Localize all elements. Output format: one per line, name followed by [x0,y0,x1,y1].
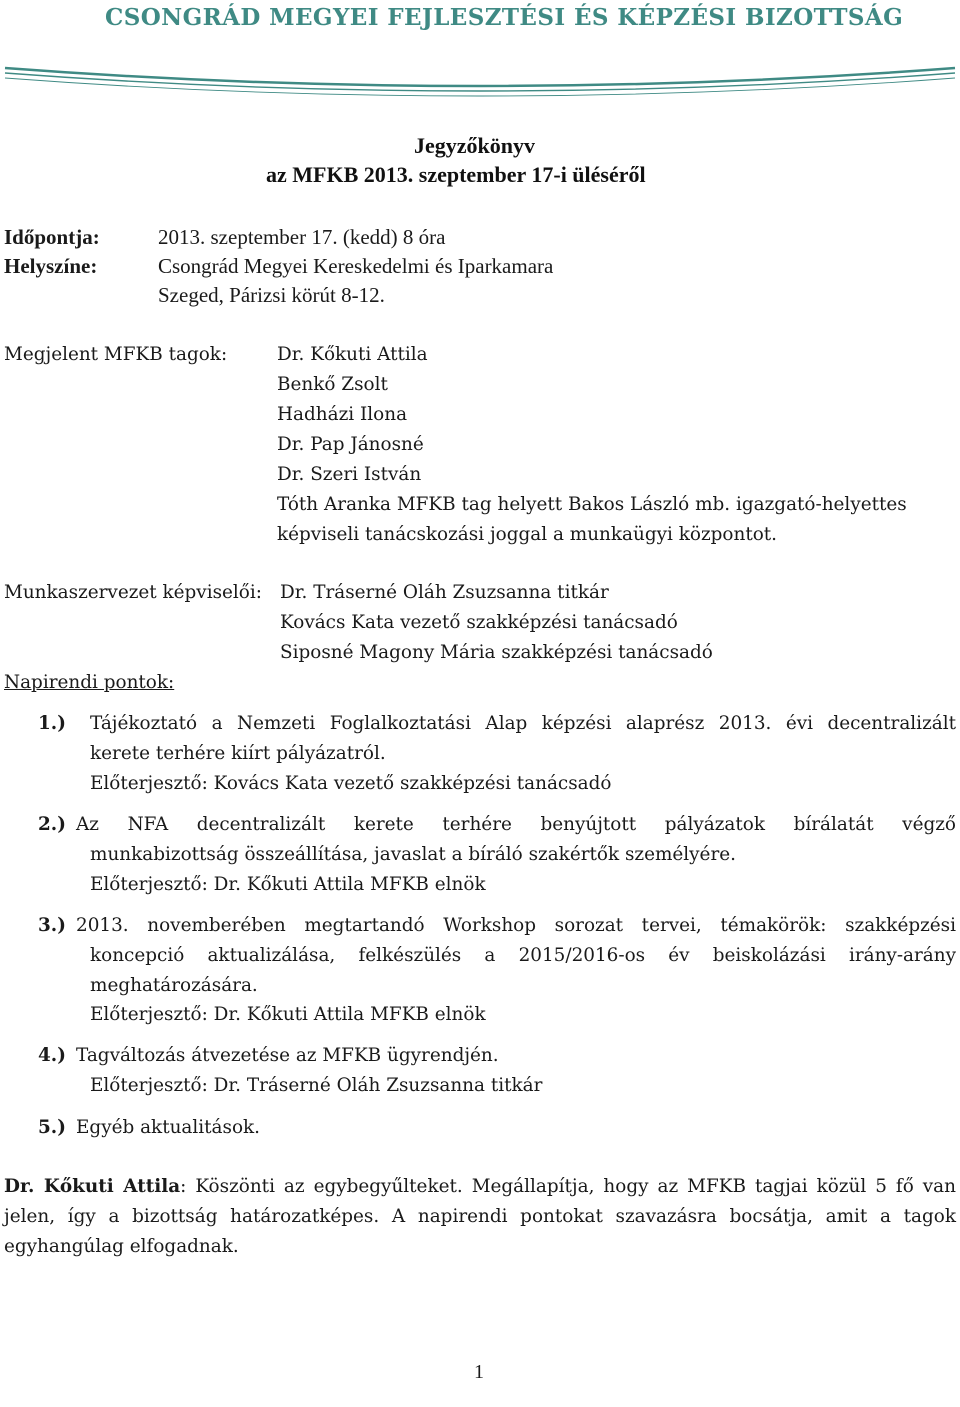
agenda-item-number: 4.) [38,1045,66,1066]
header-ornament [0,60,960,110]
organization-title: CSONGRÁD MEGYEI FEJLESZTÉSI ÉS KÉPZÉSI BIZOTTSÁG [105,4,904,31]
agenda-item-number: 1.) [38,713,66,734]
member-substitute-note: Tóth Aranka MFKB tag helyett Bakos László mb. igazgató-helyettes [277,494,907,515]
agenda-heading: Napirendi pontok: [4,672,175,693]
staff-label: Munkaszervezet képviselői: [4,582,262,603]
member-name: Dr. Pap Jánosné [277,434,424,455]
agenda-item-presenter: Előterjesztő: Dr. Tráserné Oláh Zsuzsanna titkár [90,1075,543,1096]
document-subtitle: az MFKB 2013. szeptember 17-i üléséről [266,162,646,187]
time-value: 2013. szeptember 17. (kedd) 8 óra [158,225,446,249]
staff-name: Siposné Magony Mária szakképzési tanácsadó [280,642,713,663]
members-label: Megjelent MFKB tagok: [4,344,228,365]
staff-name: Kovács Kata vezető szakképzési tanácsadó [280,612,678,633]
staff-name: Dr. Tráserné Oláh Zsuzsanna titkár [280,582,609,603]
agenda-item-text: Egyéb aktualitások. [76,1117,261,1138]
page-number: 1 [474,1361,484,1383]
speaker-colon: : [180,1176,187,1197]
closing-paragraph-line-3: egyhangúlag elfogadnak. [4,1236,239,1257]
agenda-item-text: munkabizottság összeállítása, javaslat a bíráló szakértők személyére. [90,844,736,865]
agenda-item-text: meghatározására. [90,975,258,996]
agenda-item-text: Az NFA decentralizált kerete terhére benyújtott pályázatok bírálatát végző [76,814,956,835]
speaker-name: Dr. Kőkuti Attila [4,1176,181,1197]
closing-paragraph-line-1 [4,1172,956,1202]
time-label: Időpontja: [4,225,100,249]
member-name: Benkő Zsolt [277,374,388,395]
agenda-item-presenter: Előterjesztő: Kovács Kata vezető szakképzési tanácsadó [90,773,612,794]
member-name: Hadházi Ilona [277,404,408,425]
closing-paragraph-line-2: jelen, így a bizottság határozatképes. A napirendi pontokat szavazásra bocsátja, amit a tagok [4,1206,956,1227]
agenda-item-text: Tagváltozás átvezetése az MFKB ügyrendjén. [76,1045,499,1066]
member-name: Dr. Szeri István [277,464,422,485]
agenda-item-text: kerete terhére kiírt pályázatról. [90,743,386,764]
agenda-item-presenter: Előterjesztő: Dr. Kőkuti Attila MFKB elnök [90,1004,486,1025]
place-label: Helyszíne: [4,254,98,278]
agenda-item-text: 2013. novemberében megtartandó Workshop sorozat tervei, témakörök: szakképzési [76,915,956,936]
document-title: Jegyzőkönyv [414,133,535,158]
agenda-item-text: Tájékoztató a Nemzeti Foglalkoztatási Alap képzési alaprész 2013. évi decentralizált [90,713,956,734]
agenda-item-number: 2.) [38,814,66,835]
member-substitute-note-cont: képviseli tanácskozási joggal a munkaügyi központot. [277,524,778,545]
agenda-item-number: 5.) [38,1117,66,1138]
place-value-line-1: Csongrád Megyei Kereskedelmi és Iparkamara [158,254,554,278]
agenda-item-number: 3.) [38,915,66,936]
agenda-item-text: koncepció aktualizálása, felkészülés a 2015/2016-os év beiskolázási irány-arány [90,945,956,966]
agenda-item-presenter: Előterjesztő: Dr. Kőkuti Attila MFKB elnök [90,874,486,895]
member-name: Dr. Kőkuti Attila [277,344,428,365]
closing-text: Köszönti az egybegyűlteket. Megállapítja, hogy az MFKB tagjai közül 5 fő van [195,1176,956,1197]
place-value-line-2: Szeged, Párizsi körút 8-12. [158,283,385,307]
